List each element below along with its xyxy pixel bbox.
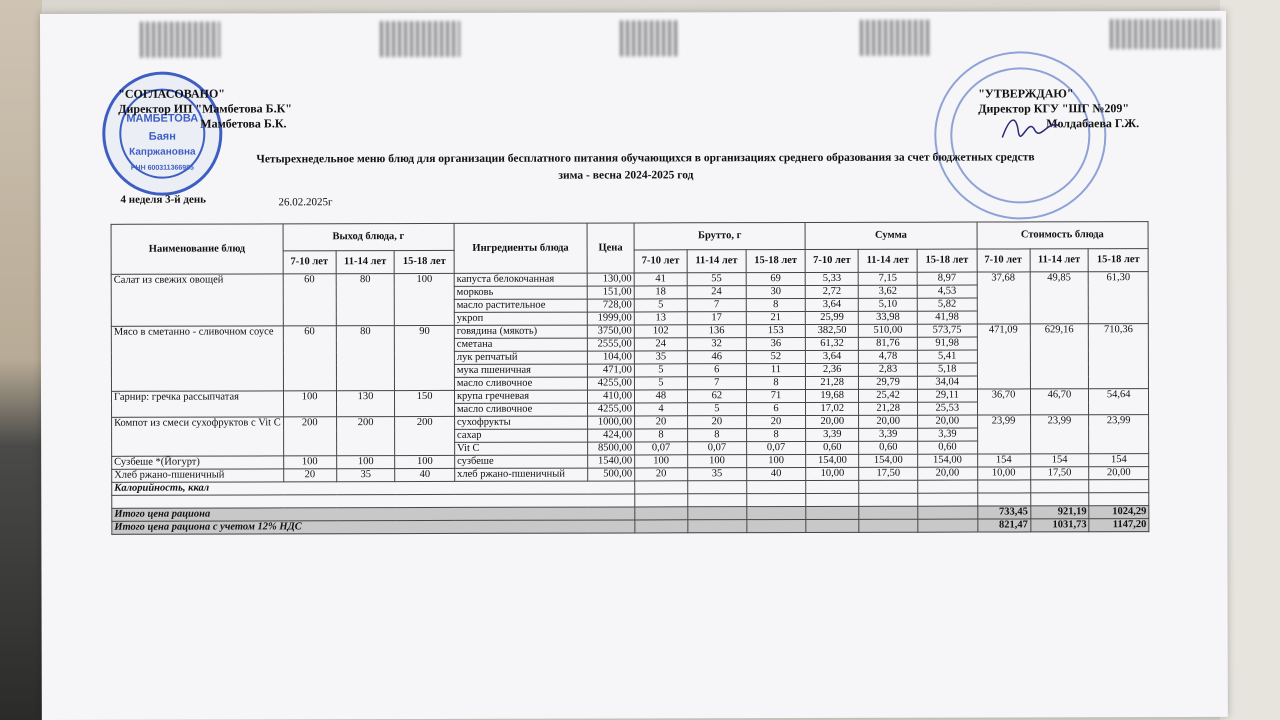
dish-output: 100: [336, 456, 395, 469]
sum-value: 7,15: [858, 272, 917, 285]
sum-value: 17,50: [859, 467, 918, 480]
sum-value: 5,82: [917, 298, 977, 311]
ingredient-price: 500,00: [588, 468, 635, 481]
dish-cost: 154: [1089, 454, 1149, 467]
scan-smudge: [620, 20, 680, 56]
ingredient-name: мука пшеничная: [454, 364, 587, 377]
col-dish: Наименование блюд: [111, 224, 283, 274]
brutto-value: 32: [687, 338, 746, 351]
dish-cost: 61,30: [1088, 272, 1148, 324]
ingredient-name: масло сливочное: [454, 403, 587, 416]
brutto-value: 4: [634, 403, 687, 416]
empty-cell: [859, 493, 918, 506]
brutto-value: 35: [688, 468, 747, 481]
total-vat-row-blank: [859, 519, 918, 532]
ingredient-price: 471,00: [587, 364, 634, 377]
calories-cell: [977, 480, 1030, 493]
brutto-value: 8: [746, 428, 806, 441]
dish-cost: 23,99: [1089, 415, 1149, 454]
ingredient-price: 151,00: [587, 286, 634, 299]
table-row: [111, 389, 1148, 405]
stamp-left-line2: Баян: [148, 130, 176, 143]
brutto-value: 8: [635, 429, 688, 442]
ingredient-name: масло сливочное: [454, 377, 587, 390]
ingredient-name: морковь: [454, 286, 587, 299]
brutto-value: 7: [687, 377, 746, 390]
ingredient-price: 1000,00: [587, 416, 634, 429]
dish-cost: 10,00: [977, 467, 1030, 480]
age-header-output: 11-14 лет: [336, 251, 395, 274]
dish-cost: 629,16: [1030, 324, 1089, 389]
sum-value: 20,00: [918, 467, 978, 480]
ingredient-price: 728,00: [587, 299, 634, 312]
sum-value: 573,75: [917, 324, 977, 337]
empty-cell: [806, 493, 859, 506]
col-cost: Стоимость блюда: [977, 222, 1149, 249]
dish-output: 100: [395, 273, 455, 325]
brutto-value: 0,07: [635, 442, 688, 455]
background-right-edge: [1220, 0, 1280, 720]
sum-value: 5,41: [917, 350, 977, 363]
total-row-blank: [859, 506, 918, 519]
dish-name: Хлеб ржано-пшеничный: [112, 469, 284, 482]
sum-value: 0,60: [859, 441, 918, 454]
sum-value: 25,42: [859, 389, 918, 402]
brutto-value: 0,07: [688, 442, 747, 455]
sum-value: 154,00: [918, 454, 978, 467]
brutto-value: 17: [687, 312, 746, 325]
brutto-value: 35: [634, 351, 687, 364]
dish-name: Компот из смеси сухофруктов с Vit C: [112, 417, 284, 456]
sum-value: 4,78: [859, 350, 918, 363]
brutto-value: 20: [687, 416, 746, 429]
calories-cell: [688, 481, 747, 494]
signature: [1000, 111, 1060, 141]
ingredient-price: 130,00: [587, 273, 634, 286]
sum-value: 5,10: [858, 298, 917, 311]
brutto-value: 20: [746, 415, 806, 428]
total-vat-row: [112, 519, 1149, 535]
dish-name: Салат из свежих овощей: [111, 274, 283, 326]
total-row-blank: [747, 506, 807, 519]
brutto-value: 46: [687, 351, 746, 364]
ingredient-price: 3750,00: [587, 325, 634, 338]
brutto-value: 24: [634, 338, 687, 351]
sum-value: 0,60: [918, 441, 978, 454]
col-sum: Сумма: [805, 222, 976, 249]
brutto-value: 20: [634, 416, 687, 429]
total-vat-row-blank: [688, 520, 747, 533]
total-row-label: Итого цена рациона: [112, 507, 635, 521]
sum-value: 4,53: [917, 285, 977, 298]
calories-label: Калорийность, ккал: [112, 481, 635, 495]
sum-value: 17,02: [806, 402, 859, 415]
calories-cell: [918, 480, 978, 493]
sum-value: 20,00: [859, 415, 918, 428]
ingredient-price: 104,00: [587, 351, 634, 364]
total-row-blank: [918, 506, 978, 519]
scan-smudge: [1110, 19, 1220, 49]
empty-cell: [635, 494, 688, 507]
scan-smudge: [380, 21, 460, 57]
ingredient-name: крупа гречневая: [454, 390, 587, 403]
ingredient-name: лук репчатый: [454, 351, 587, 364]
brutto-value: 71: [746, 389, 806, 402]
ingredient-price: 1540,00: [588, 455, 635, 468]
sum-value: 25,99: [806, 311, 859, 324]
total-vat-row-value: 821,47: [977, 519, 1030, 532]
sum-value: 3,39: [859, 428, 918, 441]
week-day: 4 неделя 3-й день: [120, 193, 207, 206]
dish-cost: 23,99: [1030, 415, 1089, 454]
brutto-value: 11: [746, 363, 806, 376]
ingredient-name: укроп: [454, 312, 587, 325]
calories-cell: [859, 480, 918, 493]
sum-value: 510,00: [859, 324, 918, 337]
age-header-brutto: 7-10 лет: [634, 250, 687, 273]
brutto-value: 136: [687, 325, 746, 338]
calories-cell: [1089, 480, 1149, 493]
ingredient-price: 4255,00: [587, 403, 634, 416]
brutto-value: 62: [687, 390, 746, 403]
ingredient-price: 1999,00: [587, 312, 634, 325]
total-vat-row-blank: [918, 519, 978, 532]
sum-value: 3,62: [858, 285, 917, 298]
brutto-value: 21: [746, 311, 806, 324]
ingredient-name: говядина (мякоть): [454, 325, 587, 338]
dish-output: 35: [336, 469, 395, 482]
dish-cost: 49,85: [1030, 272, 1089, 324]
approval-left-role: Директор ИП "Мамбетова Б.К": [118, 101, 292, 116]
document-title: Четырехнедельное меню блюд для организации бесплатного питания обучающихся в организациях среднего образования за счет бюджетных средств: [256, 151, 1035, 166]
col-brutto: Брутто, г: [634, 222, 805, 249]
total-vat-row-value: 1147,20: [1089, 519, 1149, 532]
ingredient-price: 410,00: [587, 390, 634, 403]
total-vat-row-blank: [806, 519, 859, 532]
stamp-left-code: РНН 600311366985: [130, 164, 194, 172]
sum-value: 382,50: [806, 324, 859, 337]
dish-output: 100: [395, 455, 455, 468]
total-row-blank: [806, 506, 859, 519]
ingredient-price: 4255,00: [587, 377, 634, 390]
ingredient-name: капуста белокочанная: [454, 273, 587, 286]
sum-value: 34,04: [917, 376, 977, 389]
brutto-value: 5: [634, 364, 687, 377]
sum-value: 91,98: [917, 337, 977, 350]
dish-output: 60: [283, 326, 336, 391]
sum-value: 29,11: [918, 389, 978, 402]
approval-left-name: Мамбетова Б.К.: [200, 116, 287, 131]
empty-cell: [1089, 493, 1149, 506]
brutto-value: 20: [635, 468, 688, 481]
brutto-value: 41: [634, 273, 687, 286]
dish-output: 200: [395, 416, 455, 455]
age-header-output: 7-10 лет: [283, 251, 336, 274]
scan-smudge: [860, 20, 930, 56]
table-row: [111, 272, 1148, 288]
sum-value: 2,72: [805, 285, 858, 298]
total-row-value: 733,45: [977, 506, 1030, 519]
dish-output: 20: [283, 469, 336, 482]
ingredient-price: 8500,00: [588, 442, 635, 455]
sum-value: 41,98: [917, 311, 977, 324]
total-row-blank: [635, 507, 688, 520]
dish-cost: 36,70: [977, 389, 1030, 415]
dish-cost: 20,00: [1089, 467, 1149, 480]
stamp-left-line3: Капржановна: [129, 146, 196, 158]
sum-value: 3,64: [806, 350, 859, 363]
age-header-brutto: 11-14 лет: [687, 250, 746, 273]
empty-cell: [1030, 493, 1089, 506]
calories-cell: [1030, 480, 1089, 493]
age-header-cost: 11-14 лет: [1030, 249, 1089, 272]
ingredient-name: хлеб ржано-пшеничный: [455, 468, 588, 481]
dish-output: 100: [283, 456, 336, 469]
sum-value: 3,64: [805, 298, 858, 311]
brutto-value: 30: [746, 285, 806, 298]
dish-cost: 46,70: [1030, 389, 1089, 415]
dish-cost: 23,99: [977, 415, 1030, 454]
age-header-brutto: 15-18 лет: [746, 249, 806, 272]
dish-name: Мясо в сметанно - сливочном соусе: [111, 326, 283, 391]
table-row: [111, 324, 1148, 340]
brutto-value: 100: [746, 454, 806, 467]
age-header-sum: 7-10 лет: [805, 249, 858, 272]
sum-value: 21,28: [806, 376, 859, 389]
brutto-value: 6: [746, 402, 806, 415]
dish-output: 90: [395, 325, 455, 390]
document-page: [40, 11, 1228, 720]
col-price: Цена: [587, 223, 634, 273]
sum-value: 8,97: [917, 272, 977, 285]
calories-cell: [746, 480, 806, 493]
brutto-value: 13: [634, 312, 687, 325]
brutto-value: 18: [634, 286, 687, 299]
sum-value: 21,28: [859, 402, 918, 415]
brutto-value: 52: [746, 350, 806, 363]
sum-value: 5,33: [805, 272, 858, 285]
dish-cost: 154: [1030, 454, 1089, 467]
col-output: Выход блюда, г: [283, 223, 454, 250]
approval-right-role: Директор КГУ "ШГ №209": [978, 101, 1130, 116]
sum-value: 19,68: [806, 389, 859, 402]
brutto-value: 55: [687, 273, 746, 286]
total-vat-row-blank: [635, 520, 688, 533]
sum-value: 10,00: [806, 467, 859, 480]
dish-cost: 37,68: [977, 272, 1030, 324]
total-row-blank: [688, 507, 747, 520]
dish-output: 200: [336, 417, 395, 456]
age-header-cost: 7-10 лет: [977, 249, 1030, 272]
brutto-value: 5: [687, 403, 746, 416]
brutto-value: 0,07: [746, 441, 806, 454]
dish-cost: 54,64: [1089, 389, 1149, 415]
sum-value: 154,00: [806, 454, 859, 467]
approval-right-name: Молдабаева Г.Ж.: [1046, 116, 1140, 131]
ingredient-name: сузбеше: [455, 455, 588, 468]
brutto-value: 8: [688, 429, 747, 442]
ingredient-name: сахар: [455, 429, 588, 442]
total-vat-row-blank: [747, 519, 807, 532]
approval-right-title: "УТВЕРЖДАЮ": [978, 86, 1074, 101]
dish-output: 80: [336, 326, 395, 391]
age-header-cost: 15-18 лет: [1088, 249, 1148, 272]
empty-cell: [918, 493, 978, 506]
dish-cost: 710,36: [1089, 324, 1149, 389]
stamp-left-line1: МАМБЕТОВА: [126, 112, 199, 125]
total-vat-row-value: 1031,73: [1030, 519, 1089, 532]
brutto-value: 40: [746, 467, 806, 480]
age-header-sum: 15-18 лет: [917, 249, 977, 272]
dish-output: 60: [283, 274, 336, 326]
sum-value: 81,76: [859, 337, 918, 350]
brutto-value: 100: [688, 455, 747, 468]
scan-smudge: [140, 22, 220, 58]
sum-value: 0,60: [806, 441, 859, 454]
col-ingredients: Ингредиенты блюда: [454, 223, 587, 273]
empty-cell: [977, 493, 1030, 506]
empty-cell: [746, 493, 806, 506]
document-subtitle: зима - весна 2024-2025 год: [558, 169, 694, 182]
approval-left-title: "СОГЛАСОВАНО": [118, 86, 225, 101]
menu-date: 26.02.2025г: [278, 196, 333, 209]
brutto-value: 8: [746, 298, 806, 311]
total-vat-row-label: Итого цена рациона с учетом 12% НДС: [112, 520, 635, 534]
brutto-value: 69: [746, 272, 806, 285]
dish-output: 150: [395, 390, 455, 416]
total-row-value: 1024,29: [1089, 506, 1149, 519]
background-left-edge: [0, 0, 42, 720]
ingredient-name: масло растительное: [454, 299, 587, 312]
calories-cell: [806, 480, 859, 493]
sum-value: 61,32: [806, 337, 859, 350]
age-header-output: 15-18 лет: [395, 250, 455, 273]
dish-cost: 17,50: [1030, 467, 1089, 480]
sum-value: 3,39: [918, 428, 978, 441]
sum-value: 20,00: [918, 415, 978, 428]
sum-value: 33,98: [859, 311, 918, 324]
sum-value: 3,39: [806, 428, 859, 441]
brutto-value: 36: [746, 337, 806, 350]
dish-cost: 471,09: [977, 324, 1030, 389]
brutto-value: 153: [746, 324, 806, 337]
ingredient-name: сухофрукты: [454, 416, 587, 429]
sum-value: 5,18: [917, 363, 977, 376]
brutto-value: 102: [634, 325, 687, 338]
sum-value: 2,36: [806, 363, 859, 376]
sum-value: 154,00: [859, 454, 918, 467]
brutto-value: 100: [635, 455, 688, 468]
sum-value: 2,83: [859, 363, 918, 376]
brutto-value: 7: [687, 299, 746, 312]
age-header-sum: 11-14 лет: [858, 249, 917, 272]
brutto-value: 48: [634, 390, 687, 403]
total-row-value: 921,19: [1030, 506, 1089, 519]
ingredient-price: 2555,00: [587, 338, 634, 351]
sum-value: 25,53: [918, 402, 978, 415]
empty-cell: [688, 494, 747, 507]
ingredient-name: сметана: [454, 338, 587, 351]
dish-cost: 154: [977, 454, 1030, 467]
dish-output: 100: [283, 391, 336, 417]
brutto-value: 24: [687, 286, 746, 299]
brutto-value: 5: [634, 377, 687, 390]
dish-output: 40: [395, 468, 455, 481]
sum-value: 20,00: [806, 415, 859, 428]
ingredient-price: 424,00: [588, 429, 635, 442]
dish-output: 80: [336, 274, 395, 326]
dish-name: Гарнир: гречка рассыпчатая: [111, 391, 283, 417]
ingredient-name: Vit C: [455, 442, 588, 455]
brutto-value: 6: [687, 364, 746, 377]
table-row: [112, 415, 1149, 431]
sum-value: 29,79: [859, 376, 918, 389]
dish-output: 130: [336, 391, 395, 417]
brutto-value: 8: [746, 376, 806, 389]
dish-name: Сузбеше *(Йогурт): [112, 456, 284, 469]
menu-table: [111, 221, 1150, 535]
calories-cell: [635, 481, 688, 494]
dish-output: 200: [283, 417, 336, 456]
brutto-value: 5: [634, 299, 687, 312]
